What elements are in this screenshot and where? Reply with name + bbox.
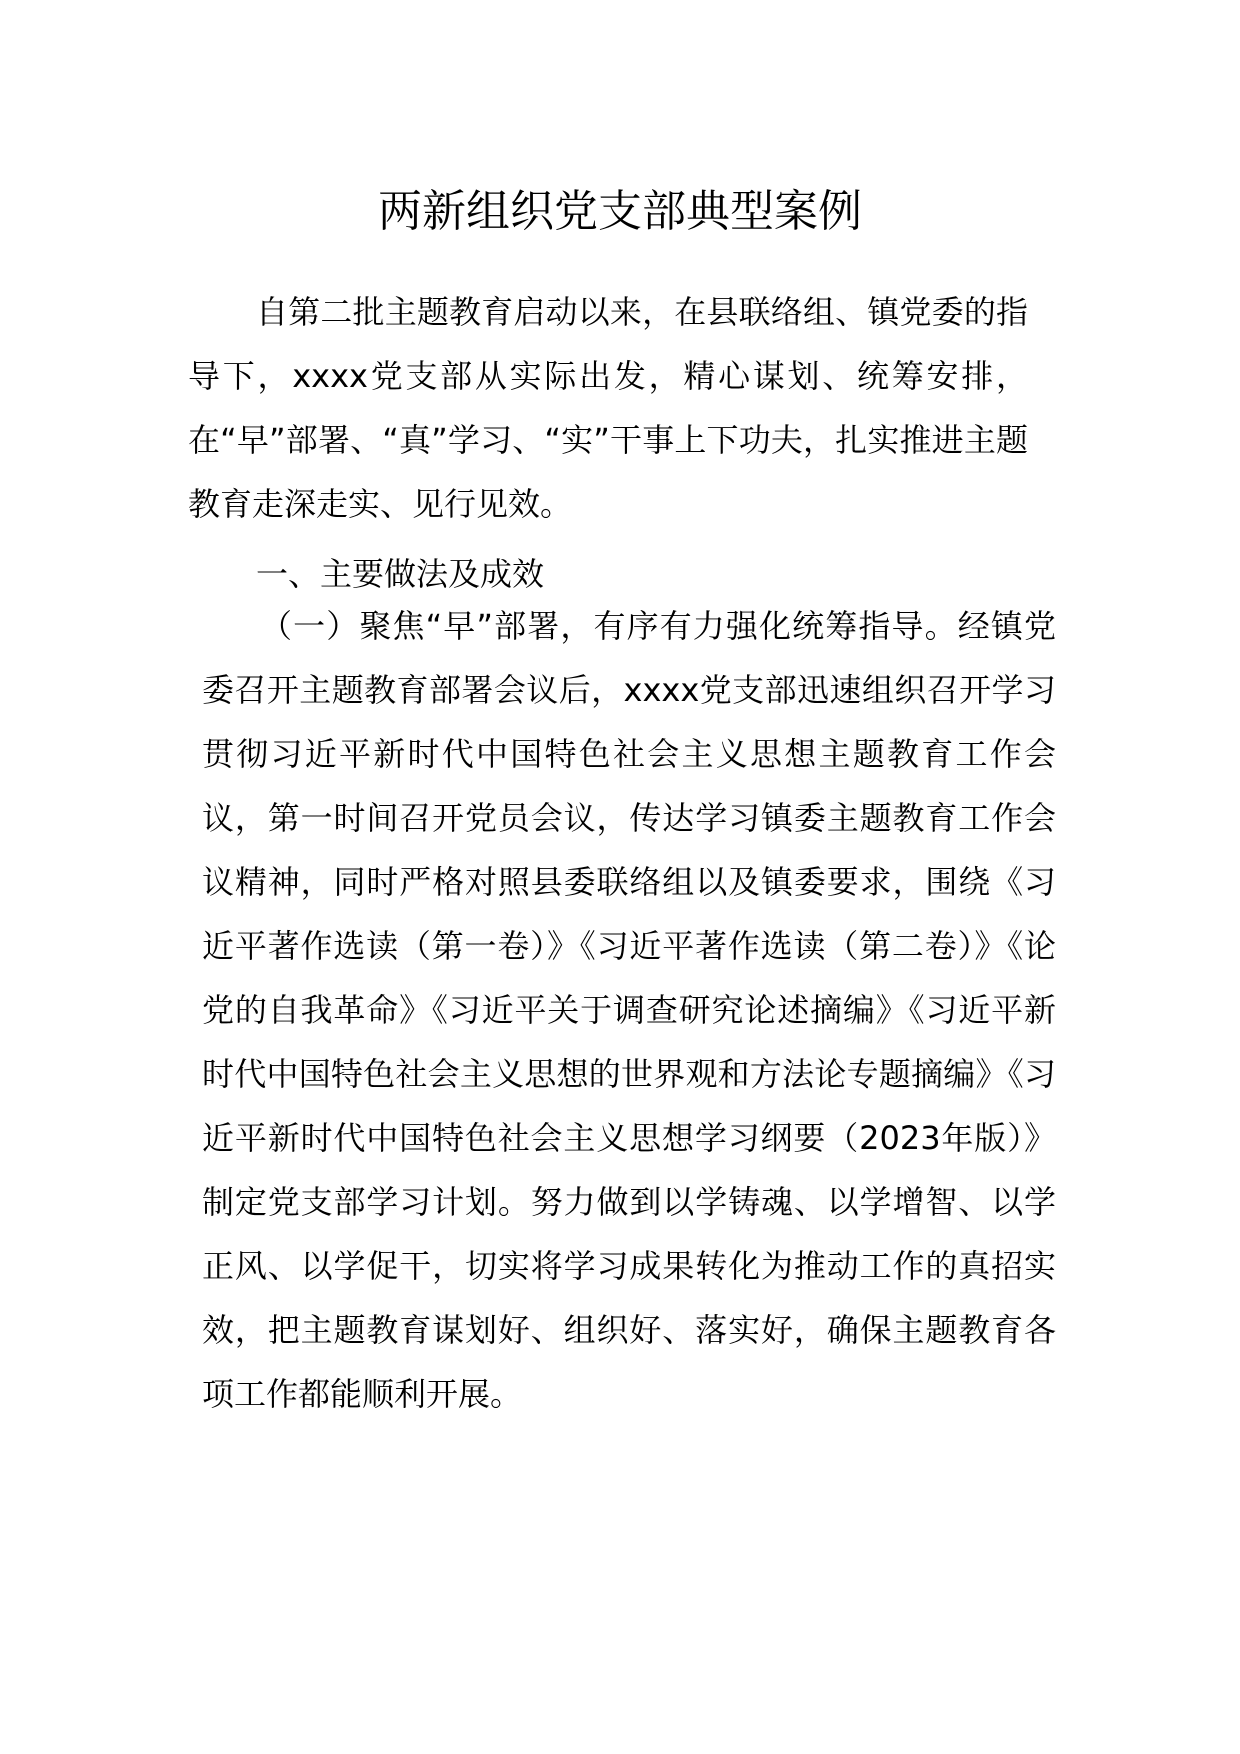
intro-paragraph: 自第二批主题教育启动以来，在县联络组、镇党委的指导下，xxxx党支部从实际出发，精心谋划、统筹安排，在“早”部署、“真”学习、“实”干事上下功夫，扎实推进主题教育走深走实、见行见效。 <box>188 293 1028 523</box>
subsection-paragraph: （一）聚焦“早”部署，有序有力强化统筹指导。经镇党委召开主题教育部署会议后，xxxx党支部迅速组织召开学习贯彻习近平新时代中国特色社会主义思想主题教育工作会议，第一时间召开党员会议，传达学习镇委主题教育工作会议精神，同时严格对照县委联络组以及镇委要求，围绕《习近平著作选读（第一卷）》《习近平著作选读（第二卷）》《论党的自我革命》《习近平关于调查研究论述摘编》《习近平新时代中国特色社会主义思想的世界观和方法论专题摘编》《习近平新时代中国特色社会主义思想学习纲要（2023年版）》制定党支部学习计划。努力做到以学铸魂、以学增智、以学正风、以学促干，切实将学习成果转化为推动工作的真招实效，把主题教育谋划好、组织好、落实好，确保主题教育各项工作都能顺利开展。 <box>202 607 1056 1413</box>
section-heading: 一、主要做法及成效 <box>256 555 545 593</box>
document-title: 两新组织党支部典型案例 <box>378 186 862 237</box>
